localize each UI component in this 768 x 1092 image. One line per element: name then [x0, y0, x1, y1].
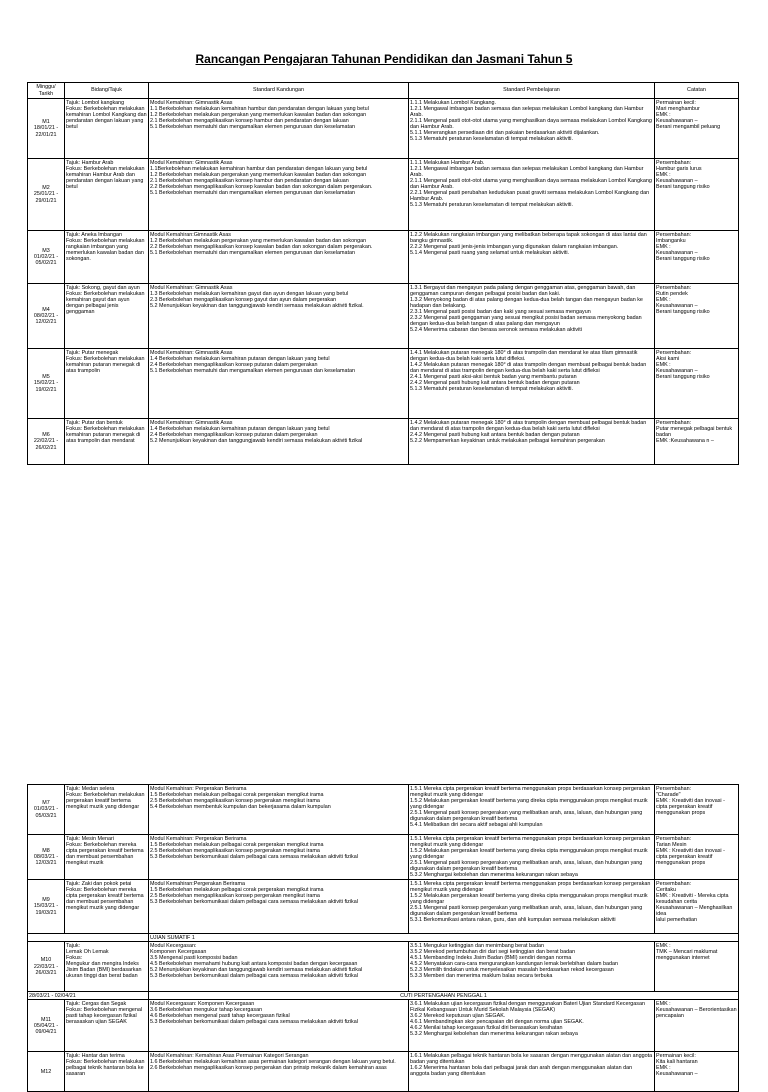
standard-kandungan-cell-line: 1.4 Berkebolehan melakukan kemahiran putaran dengan lakuan yang betul: [150, 425, 330, 432]
topic-cell-line: Fokus: Berkebolehan melakukan kemahiran putaran menegak di atas trampolin dan mendarat: [66, 425, 145, 444]
standard-kandungan-cell-line: 1.2 Berkebolehan melakukan pergerakan yang memerlukan kawalan badan dan sokongan: [150, 171, 367, 178]
week-cell-line: 12/03/21: [35, 860, 57, 867]
standard-kandungan-cell-line: 3.5 Mengenal pasti komposisi badan: [150, 954, 238, 961]
standard-kandungan-cell-line: 5.1 Berkebolehan mematuhi dan mengamalkan elemen pengurusan dan keselamatan: [150, 189, 355, 196]
standard-pembelajaran-cell-line: 5.4.1 Melibatkan diri secara aktif sebagai ahli kumpulan: [410, 822, 543, 829]
week-cell-line: 08/03/21 -: [33, 853, 59, 860]
standard-kandungan-cell-line: Modul Kemahiran: Gimnastik Asas: [150, 349, 233, 356]
topic-cell-line: Tajuk: Hambur Arab: [66, 159, 114, 166]
standard-pembelajaran-cell-line: 3.5.1 Mengukur ketinggian dan menimbang berat badan: [410, 942, 544, 949]
exam-label-empty: [28, 934, 149, 942]
standard-pembelajaran-cell-line: 2.2.1 Mengenal pasti perubahan kedudukan pusat graviti semasa melakukan Lombol Kangkang dan Hambur Arab.: [410, 189, 650, 203]
notes-cell-line: Ceritaku: [656, 886, 677, 893]
notes-cell: [655, 99, 739, 159]
standard-kandungan-cell: [149, 942, 409, 992]
notes-cell: [655, 1052, 739, 1092]
standard-kandungan-cell: [149, 159, 409, 231]
week-cell: [28, 349, 65, 419]
holiday-date: 28/03/21 - 02/04/21: [28, 992, 149, 1000]
topic-cell: [65, 231, 149, 284]
standard-pembelajaran-cell: [409, 349, 655, 419]
standard-kandungan-cell-line: 5.1 Berkebolehan mematuhi dan mengamalkan elemen pengurusan dan keselamatan: [150, 249, 355, 256]
week-cell-line: 05/03/21: [35, 812, 57, 819]
notes-cell-line: Putar menegak pelbagai bentuk badan: [656, 425, 733, 438]
notes-cell-line: Mari menghambur: [656, 105, 700, 112]
notes-cell-line: Hambur garis lurus: [656, 165, 702, 172]
topic-cell: [65, 785, 149, 835]
standard-kandungan-cell-line: 5.2 Menunjukkan keyakinan dan tanggungjawab kendiri semasa melakukan aktiviti fizikal: [150, 437, 363, 444]
standard-kandungan-cell-line: 3.6 Berkebolehan mengukur tahap kecergasan: [150, 1006, 263, 1013]
standard-kandungan-cell-line: Modul Kecergasan: Komponen Kecergasan: [150, 1000, 255, 1007]
topic-cell: [65, 349, 149, 419]
table-2-body: [28, 785, 739, 1092]
notes-cell-line: Persembahan:: [656, 231, 692, 238]
week-cell-line: 05/04/21 -: [33, 1022, 59, 1029]
topic-cell: [65, 942, 149, 992]
week-cell-line: M1: [42, 119, 50, 126]
topic-cell-line: Fokus: Berkebolehan mereka cipta pergerakan kreatif bertema dan membuat persembahan mengikut muzik yang didengar: [66, 886, 144, 911]
topic-cell-line: Fokus: Berkebolehan mereka cipta pergerakan kreatif bertema dan membuat persembahan mengikut muzik: [66, 841, 144, 866]
standard-kandungan-cell-line: 1.3 Berkebolehan melakukan kemahiran gayut dan ayun dengan lakuan yang betul: [150, 290, 349, 297]
page-title: Rancangan Pengajaran Tahunan Pendidikan dan Jasmani Tahun 5: [195, 52, 573, 66]
notes-cell-line: Keusahawanan –: [656, 367, 698, 374]
notes-cell-line: Persembahan:: [656, 785, 692, 792]
week-cell-line: 18/01/21 -: [33, 125, 59, 132]
standard-kandungan-cell-line: Modul Kemahiran: Gimnastik Asas: [150, 419, 233, 426]
notes-cell-line: Kita kali hantaran: [656, 1058, 698, 1065]
week-cell-line: 22/02/21 -: [33, 438, 59, 445]
notes-cell-line: EMK :: [656, 361, 671, 368]
standard-kandungan-cell-line: Modul Kemahiran: Gimnastik Asas: [150, 99, 233, 106]
notes-cell-line: EMK :: [656, 171, 671, 178]
rpt-table-part-2: [27, 784, 739, 1092]
header-notes: Catatan: [655, 83, 739, 99]
exam-label: UJIAN SUMATIF 1: [149, 934, 739, 942]
standard-kandungan-cell-line: Modul Kemahiran:Pergerakan Berirama: [150, 880, 245, 887]
standard-kandungan-cell: [149, 835, 409, 880]
standard-kandungan-cell: [149, 880, 409, 934]
standard-kandungan-cell-line: 2.2 Berkebolehan mengaplikasikan konsep kawalan badan dan sokongan dalam pergerakan.: [150, 183, 373, 190]
topic-cell: [65, 284, 149, 349]
notes-cell-line: Rutin pendek: [656, 290, 688, 297]
week-cell-line: M11: [40, 1016, 52, 1023]
topic-cell: [65, 880, 149, 934]
notes-cell: [655, 835, 739, 880]
standard-kandungan-cell-line: 2.5 Berkebolehan mengaplikasikan konsep pergerakan mengikut irama: [150, 892, 320, 899]
standard-pembelajaran-cell-line: 3.6.2 Merekod keputusan ujian SEGAK.: [410, 1012, 506, 1019]
week-cell-line: 01/02/21 -: [33, 253, 59, 260]
standard-pembelajaran-cell-line: 1.3.2 Menyokong badan di atas palang dengan kedua-dua belah tangan dan mengayun badan ke hadapan dan belakang.: [410, 296, 643, 309]
week-cell-line: M10: [40, 957, 52, 964]
standard-kandungan-cell-line: 1.5 Berkebolehan melakukan pelbagai corak pergerakan mengikut irama: [150, 886, 324, 893]
week-cell-line: 25/01/21 -: [33, 191, 59, 198]
standard-kandungan-cell: [149, 99, 409, 159]
topic-cell: [65, 159, 149, 231]
topic-cell-line: Tajuk: Mesin Menari: [66, 835, 114, 842]
week-cell-line: 15/02/21 -: [33, 380, 59, 387]
week-cell-line: M12: [40, 1068, 52, 1075]
topic-cell-line: Fokus: Berkebolehan melakukan pelbagai teknik hantaran bola ke sasaran: [66, 1058, 145, 1077]
topic-cell-line: Fokus: Berkebolehan melakukan kemahiran putaran menegak di atas trampolin: [66, 355, 145, 374]
notes-cell-line: Keusahawanan –: [656, 117, 698, 124]
standard-pembelajaran-cell-line: 5.3.2 Menghargai kebolehan dan menerima kekurangan rakan sebaya: [410, 1031, 578, 1038]
standard-pembelajaran-cell-line: 1.2.1 Mengawal imbangan badan semasa dan selepas melakukan Lombol kangkang dan Hambur Arab.: [410, 105, 644, 118]
header-topic: Bidang/Tajuk: [65, 83, 149, 99]
week-cell: [28, 159, 65, 231]
standard-kandungan-cell-line: 1.6 Berkebolehan melakukan kemahiran asas permainan kategori serangan dengan lakuan yang betul.: [150, 1058, 396, 1065]
week-cell: [28, 835, 65, 880]
week-cell: [28, 785, 65, 835]
standard-kandungan-cell-line: 5.2 Menunjukkan keyakinan dan tanggungjawab kendiri semasa melakukan aktiviti fizikal: [150, 966, 363, 973]
notes-cell-line: Permainan kecil:: [656, 99, 696, 106]
standard-kandungan-cell-line: 4.6 Berkebolehan mengenal pasti tahap kecergasan fizikal: [150, 1012, 290, 1019]
standard-pembelajaran-cell: [409, 419, 655, 465]
holiday-banner-row: [28, 992, 739, 1000]
table-row: [28, 942, 739, 992]
week-cell-line: 12/02/21: [35, 319, 57, 326]
standard-pembelajaran-cell-line: 5.1.3 Mematuhi peraturan keselamatan di tempat melakukan aktiviti.: [410, 386, 574, 393]
standard-pembelajaran-cell: [409, 1000, 655, 1052]
topic-cell-line: Tajuk: Hantar dan terima: [66, 1052, 125, 1059]
notes-cell-line: Keusahawanan –: [656, 249, 698, 256]
notes-cell-line: Berani tanggung risiko: [656, 255, 710, 262]
week-cell-line: M3: [42, 247, 50, 254]
notes-cell-line: Tarian Mesin: [656, 841, 687, 848]
notes-cell-line: Berani mengambil peluang: [656, 123, 721, 130]
notes-cell-line: Berani tanggung risiko: [656, 183, 710, 190]
standard-kandungan-cell-line: 1.2 Berkebolehan melakukan pergerakan yang memerlukan kawalan badan dan sokongan: [150, 111, 367, 118]
week-cell-line: 19/02/21: [35, 386, 57, 393]
week-cell: [28, 942, 65, 992]
notes-cell-line: lalui pemerhatian: [656, 917, 698, 924]
table-row: [28, 1000, 739, 1052]
standard-kandungan-cell-line: Modul Kemahiran: Kemahiran Asas Permainan Kategori Serangan: [150, 1052, 309, 1059]
standard-kandungan-cell-line: 2.5 Berkebolehan mengaplikasikan konsep pergerakan mengikut irama: [150, 847, 320, 854]
standard-pembelajaran-cell-line: 1.5.2 Melakukan pergerakan kreatif bertema yang direka cipta menggunakan props mengikut muzik yang didengar: [410, 847, 648, 860]
week-cell-line: 09/04/21: [35, 1028, 57, 1035]
standard-kandungan-cell-line: 2.4 Berkebolehan mengaplikasikan konsep putaran dalam pergerakan: [150, 431, 318, 438]
standard-kandungan-cell: [149, 419, 409, 465]
standard-kandungan-cell-line: 2.6 Berkebolehan mengaplikasikan konsep pergerakan dan prinsip mekanik dalam kemahiran asas: [150, 1064, 387, 1071]
notes-cell-line: Persembahan:: [656, 159, 692, 166]
standard-kandungan-cell-line: Modul Kemahiran: Gimnastik Asas: [150, 159, 233, 166]
table-row: [28, 419, 739, 465]
week-cell-line: M9: [42, 897, 50, 904]
standard-kandungan-cell-line: 5.3 Berkebolehan berkomunikasi dalam pelbagai cara semasa melakukan aktiviti fizikal: [150, 853, 358, 860]
standard-pembelajaran-cell-line: 2.2.2 Mengenal pasti jenis-jenis imbangan yang digunakan dalam rangkaian imbangan.: [410, 243, 619, 250]
notes-cell-line: Berani tanggung risiko: [656, 308, 710, 315]
notes-cell-line: Persembahan:: [656, 835, 692, 842]
standard-kandungan-cell-line: 2.2 Berkebolehan mengaplikasikan konsep kawalan badan dan sokongan dalam pergerakan.: [150, 243, 373, 250]
week-cell-line: M2: [42, 185, 50, 192]
notes-cell-line: EMK :: [656, 1064, 671, 1071]
standard-kandungan-cell-line: 1.5 Berkebolehan melakukan pelbagai corak pergerakan mengikut irama: [150, 791, 324, 798]
standard-pembelajaran-cell-line: 2.5.1 Mengenal pasti konsep pergerakan yang melibatkan arah, aras, laluan, dan hubungan yang digunakan dalam pergerakan kreatif bertema: [410, 859, 643, 872]
standard-pembelajaran-cell: [409, 880, 655, 934]
table-row: [28, 349, 739, 419]
topic-cell: [65, 99, 149, 159]
notes-cell: [655, 284, 739, 349]
standard-kandungan-cell: [149, 284, 409, 349]
standard-pembelajaran-cell-line: 2.4.1 Mengenal pasti aksi-aksi bentuk badan yang membantu putaran: [410, 373, 577, 380]
standard-kandungan-cell-line: Modul Kemahiran: Gimnastik Asas: [150, 284, 233, 291]
notes-cell-line: Aksi kami: [656, 355, 680, 362]
standard-kandungan-cell-line: 5.3 Berkebolehan berkomunikasi dalam pelbagai cara semasa melakukan aktiviti fizikal: [150, 1018, 358, 1025]
week-cell-line: M8: [42, 847, 50, 854]
topic-cell-line: Fokus: Berkebolehan melakukan kemahiran gayut dan ayun dengan pelbagai jenis genggaman: [66, 290, 145, 315]
standard-kandungan-cell-line: 2.4 Berkebolehan mengaplikasikan konsep putaran dalam pergerakan: [150, 361, 318, 368]
standard-pembelajaran-cell-line: 1.6.1 Melakukan pelbagai teknik hantaran bola ke sasaran dengan menggunakan alatan dan anggota badan yang ditentukan: [410, 1052, 653, 1065]
standard-pembelajaran-cell: [409, 835, 655, 880]
standard-pembelajaran-cell: [409, 284, 655, 349]
topic-cell-line: Fokus:: [66, 954, 83, 961]
notes-cell: [655, 349, 739, 419]
standard-kandungan-cell-line: 5.3 Berkebolehan berkomunikasi dalam pelbagai cara semasa melakukan aktiviti fizikal: [150, 973, 358, 980]
standard-kandungan-cell-line: Modul Kemahiran:Gimnastik Asas: [150, 231, 231, 238]
week-cell: [28, 880, 65, 934]
standard-kandungan-cell: [149, 349, 409, 419]
standard-pembelajaran-cell-line: 2.5.1 Mengenal pasti konsep pergerakan yang melibatkan arah, aras, laluan, dan hubungan yang digunakan dalam pergerakan kreatif bertema: [410, 904, 643, 917]
notes-cell-line: Berani tanggung risiko: [656, 373, 710, 380]
standard-pembelajaran-cell-line: 5.3.3 Memberi dan menerima maklum balas secara terbuka: [410, 973, 553, 980]
standard-pembelajaran-cell-line: 5.1.3 Mematuhi peraturan keselamatan di tempat melakukan aktiviti.: [410, 136, 574, 143]
week-cell-line: M6: [42, 432, 50, 439]
week-cell: [28, 284, 65, 349]
standard-pembelajaran-cell-line: 2.1.1 Mengenal pasti otot-otot utama yang menghasilkan daya semasa melakukan Lombol Kangkang dan Hambur Arab.: [410, 117, 652, 130]
standard-kandungan-cell-line: 4.5 Berkebolehan memahami hubung kait antara komposisi badan dengan kecergasan: [150, 960, 358, 967]
week-cell-line: M4: [42, 306, 50, 313]
notes-cell: [655, 942, 739, 992]
standard-pembelajaran-cell-line: 4.5.1 Membanding Indeks Jisim Badan (BMI) sendiri dengan norma: [410, 954, 572, 961]
topic-cell-line: Tajuk: Medan selera: [66, 785, 115, 792]
table-row: [28, 284, 739, 349]
topic-cell-line: Tajuk: Sokong, gayut dan ayun: [66, 284, 140, 291]
topic-cell-line: Fokus: Berkebolehan melakukan pergerakan kreatif bertema mengikut muzik yang didengar: [66, 791, 145, 810]
standard-pembelajaran-cell-line: 1.4.1 Melakukan putaran menegak 180° di atas trampolin dan mendarat ke atas tilam gimnastik dengan kedua-dua belah kaki serta lutut difleksi.: [410, 349, 638, 362]
exam-label-row: [28, 934, 739, 942]
standard-kandungan-cell: [149, 785, 409, 835]
week-cell-line: 15/03/21 -: [33, 903, 59, 910]
week-cell: [28, 231, 65, 284]
week-cell-line: M5: [42, 374, 50, 381]
notes-cell: [655, 880, 739, 934]
notes-cell: [655, 159, 739, 231]
header-week: Minggu/ Tarikh: [28, 83, 65, 99]
standard-kandungan-cell-line: 5.3 Berkebolehan berkomunikasi dalam pelbagai cara semasa melakukan aktiviti fizikal: [150, 898, 358, 905]
standard-kandungan-cell-line: 2.1 Berkebolehan mengaplikasikan konsep hambur dan pendaratan dengan lakuan: [150, 117, 349, 124]
table-1-body: [28, 99, 739, 465]
notes-cell: [655, 1000, 739, 1052]
topic-cell: [65, 835, 149, 880]
notes-cell-line: EMK : Kreativiti - Mereka cipta kesudahan cerita: [656, 892, 729, 905]
notes-cell-line: Keusahawanan –: [656, 177, 698, 184]
week-cell-line: 22/01/21: [35, 131, 57, 138]
notes-cell: [655, 419, 739, 465]
holiday-label: CUTI PERTENGAHAN PENGGAL 1: [149, 992, 739, 1000]
standard-kandungan-cell-line: Modul Kecergasan:: [150, 942, 197, 949]
table-row: [28, 835, 739, 880]
week-cell: [28, 1000, 65, 1052]
standard-pembelajaran-cell-line: 1.6.2 Menerima hantaran bola dari pelbagai jarak dan arah dengan menggunakan alatan dan anggota badan yang ditentukan: [410, 1064, 633, 1077]
standard-kandungan-cell-line: Komponen Kecergasan: [150, 948, 207, 955]
standard-pembelajaran-cell-line: 1.1.1 Melakukan Hambur Arab.: [410, 159, 485, 166]
standard-kandungan-cell-line: 5.4 Berkebolehan membentuk kumpulan dan bekerjasama dalam kumpulan: [150, 803, 331, 810]
standard-pembelajaran-cell-line: 1.5.2 Melakukan pergerakan kreatif bertema yang direka cipta menggunakan props mengikut muzik yang didengar: [410, 797, 648, 810]
topic-cell: [65, 419, 149, 465]
standard-pembelajaran-cell-line: 2.1.1 Mengenal pasti otot-otot utama yang menghasilkan daya semasa melakukan Lombol Kangkang dan Hambur Arab.: [410, 177, 652, 190]
standard-pembelajaran-cell-line: 1.5.1 Mereka cipta pergerakan kreatif bertema menggunakan props berdasarkan konsep pergerakan mengikut muzik yang didengar: [410, 785, 651, 798]
week-cell-line: M7: [42, 800, 50, 807]
topic-cell-line: Tajuk: Putar menegak: [66, 349, 119, 356]
table-row: [28, 1052, 739, 1092]
standard-pembelajaran-cell: [409, 942, 655, 992]
standard-pembelajaran-cell: [409, 785, 655, 835]
standard-pembelajaran-cell-line: 2.4.2 Mengenal pasti hubung kait antara bentuk badan dengan putaran: [410, 431, 580, 438]
table-row: [28, 159, 739, 231]
notes-cell-line: Keusahawanan –: [656, 302, 698, 309]
week-cell-line: 26/03/21: [35, 969, 57, 976]
standard-pembelajaran-cell-line: 1.5.1 Mereka cipta pergerakan kreatif bertema menggunakan props berdasarkan konsep pergerakan mengikut muzik yang didengar: [410, 835, 651, 848]
table-row: [28, 231, 739, 284]
standard-kandungan-cell-line: Modul Kemahiran: Pergerakan Berirama: [150, 785, 247, 792]
notes-cell-line: EMK :: [656, 296, 671, 303]
standard-pembelajaran-cell-line: 4.6.1 Membandingkan skor pencapaian diri dengan norma ujian SEGAK.: [410, 1018, 584, 1025]
notes-cell: [655, 231, 739, 284]
notes-cell-line: Persembahan:: [656, 349, 692, 356]
header-standard-kandungan: Standard Kandungan: [149, 83, 409, 99]
week-cell-line: 29/01/21: [35, 197, 57, 204]
topic-cell-line: Fokus: Berkebolehan melakukan kemahiran Lombol Kangkang dan pendaratan dengan lakuan yang betul: [66, 105, 147, 130]
standard-pembelajaran-cell-line: 1.3.1 Bergayut dan mengayun pada palang dengan genggaman atas, genggaman bawah, dan genggaman campuran dengan pelbagai posisi badan dan kaki.: [410, 284, 636, 297]
standard-pembelajaran-cell-line: 1.2.1 Mengawal imbangan badan semasa dan selepas melakukan Lombol kangkang dan Hambur Arab.: [410, 165, 644, 178]
standard-pembelajaran-cell-line: 1.4.2 Melakukan putaran menegak 180° di atas trampolin dengan membuat pelbagai bentuk badan dan mendarat di atas trampolin dengan kedua-dua belah kaki serta lutut difleksi: [410, 419, 647, 432]
week-cell: [28, 1052, 65, 1092]
standard-kandungan-cell-line: 5.1 Berkebolehan mematuhi dan mengamalkan elemen pengurusan dan keselamatan: [150, 123, 355, 130]
table-row: [28, 99, 739, 159]
standard-pembelajaran-cell-line: 5.3.2 Menghargai kebolehan dan menerima kekurangan rakan sebaya: [410, 872, 578, 879]
topic-cell-line: Tajuk: Cergas dan Segak: [66, 1000, 127, 1007]
topic-cell-line: Fokus: Berkebolehan mengenal pasti tahap kecergasan fizikal berasaskan ujian SEGAK: [66, 1006, 143, 1025]
topic-cell-line: Fokus: Berkebolehan melakukan rangkaian imbangan yang memerlukan kawalan badan dan sokongan.: [66, 237, 145, 262]
notes-cell-line: TMK – Mencari maklumat menggunakan internet: [656, 948, 718, 961]
standard-pembelajaran-cell-line: 3.5.2 Merekod pertumbuhan diri dari segi ketinggian dan berat badan: [410, 948, 576, 955]
standard-pembelajaran-cell-line: 5.1.4 Mengenal pasti ruang yang selamat untuk melakukan aktiviti.: [410, 249, 570, 256]
notes-cell-line: EMK :: [656, 942, 671, 949]
topic-cell-line: Tajuk: Lombol kangkang: [66, 99, 125, 106]
standard-pembelajaran-cell-line: 5.2.4 Menerima cabaran dan berasa seronok semasa melakukan aktiviti: [410, 327, 582, 334]
standard-pembelajaran-cell: [409, 1052, 655, 1092]
standard-kandungan-cell-line: 1.1 Berkebolehan melakukan kemahiran hambur dan pendaratan dengan lakuan yang betul: [150, 105, 369, 112]
notes-cell-line: Keusahawanan – Menghasilkan idea: [656, 904, 733, 917]
topic-cell-line: Tajuk:: [66, 942, 81, 949]
standard-pembelajaran-cell-line: 5.1.3 Mematuhi peraturan keselamatan di tempat melakukan aktiviti.: [410, 202, 574, 209]
standard-pembelajaran-cell-line: 1.5.2 Melakukan pergerakan kreatif bertema yang direka cipta menggunakan props mengikut muzik yang didengar: [410, 892, 648, 905]
topic-cell-line: Fokus: Berkebolehan melakukan kemahiran Hambur Arab dan pendaratan dengan lakuan yang betul: [66, 165, 145, 190]
header-standard-pembelajaran: Standard Pembelajaran: [409, 83, 655, 99]
standard-pembelajaran-cell-line: 5.2.3 Memilih tindakan untuk menyelesaikan masalah berdasarkan rekod kecergasan: [410, 966, 614, 973]
notes-cell-line: Persembahan:: [656, 880, 692, 887]
standard-kandungan-cell: [149, 1000, 409, 1052]
table-row: [28, 880, 739, 934]
standard-pembelajaran-cell: [409, 231, 655, 284]
notes-cell-line: EMK : Kreativiti dan inovasi - cipta pergerakan kreatif menggunakan props: [656, 847, 725, 866]
notes-cell-line: EMK :Keusahawana n –: [656, 437, 714, 444]
week-cell: [28, 99, 65, 159]
rpt-table-part-1: [27, 82, 739, 465]
topic-cell-line: Tajuk: Aneka Imbangan: [66, 231, 123, 238]
standard-kandungan-cell: [149, 1052, 409, 1092]
standard-kandungan-cell-line: Modul Kemahiran: Pergerakan Berirama: [150, 835, 247, 842]
standard-pembelajaran-cell: [409, 99, 655, 159]
standard-kandungan-cell-line: 1.5 Berkebolehan melakukan pelbagai corak pergerakan mengikut irama: [150, 841, 324, 848]
notes-cell-line: EMK :: [656, 243, 671, 250]
week-cell-line: 01/03/21 -: [33, 806, 59, 813]
week-cell: [28, 419, 65, 465]
topic-cell-line: Lemak Oh Lemak: [66, 948, 109, 955]
standard-pembelajaran-cell-line: 4.6.2 Menilai tahap kecergasan fizikal diri berasaskan kesihatan: [410, 1025, 563, 1032]
notes-cell: [655, 785, 739, 835]
standard-kandungan-cell-line: 1.4 Berkebolehan melakukan kemahiran putaran dengan lakuan yang betul: [150, 355, 330, 362]
standard-pembelajaran-cell-line: 1.2.2 Melakukan rangkaian imbangan yang melibatkan beberapa tapak sokongan di atas lantai dan bangku gimnastik.: [410, 231, 647, 244]
standard-kandungan-cell: [149, 231, 409, 284]
topic-cell: [65, 1052, 149, 1092]
standard-pembelajaran-cell: [409, 159, 655, 231]
standard-pembelajaran-cell-line: 2.5.1 Mengenal pasti konsep pergerakan yang melibatkan arah, aras, laluan, dan hubungan yang digunakan dalam pergerakan kreatif bertema: [410, 809, 643, 822]
week-cell-line: 19/03/21: [35, 909, 57, 916]
standard-pembelajaran-cell-line: 3.6.1 Melakukan ujian kecergasan fizikal dengan menggunakan Bateri Ujian Standard Kecergasan Fizikal Kebangsaan Untuk Murid Sekolah Malaysia (SEGAK): [410, 1000, 645, 1013]
standard-pembelajaran-cell-line: 4.5.2 Menyatakan cara-cara mengurangkan kandungan lemak berlebihan dalam badan: [410, 960, 618, 967]
standard-pembelajaran-cell-line: 1.5.1 Mereka cipta pergerakan kreatif bertema menggunakan props berdasarkan konsep pergerakan mengikut muzik yang didengar: [410, 880, 651, 893]
standard-pembelajaran-cell-line: 2.3.2 Mengenal pasti genggaman yang sesuai mengikut posisi badan semasa menyokong badan dengan kedua-dua belah tangan di atas palang dan mengayun: [410, 314, 642, 328]
notes-cell-line: EMK :: [656, 111, 671, 118]
notes-cell-line: Permainan kecil:: [656, 1052, 696, 1059]
week-cell-line: 22/03/21 -: [33, 963, 59, 970]
standard-pembelajaran-cell-line: 5.2.2 Mempamerkan keyakinan untuk melakukan pelbagai kemahiran pergerakan: [410, 437, 605, 444]
week-cell-line: 05/02/21: [35, 260, 57, 267]
notes-cell-line: Imbanganku: [656, 237, 686, 244]
standard-kandungan-cell-line: 2.5 Berkebolehan mengaplikasikan konsep pergerakan mengikut irama: [150, 797, 320, 804]
standard-kandungan-cell-line: 1.1Berkebolehan melakukan kemahiran hambur dan pendaratan dengan lakuan yang betul: [150, 165, 368, 172]
standard-kandungan-cell-line: 2.1 Berkebolehan mengaplikasikan konsep hambur dan pendaratan dengan lakuan: [150, 177, 349, 184]
week-cell-line: 26/02/21: [35, 444, 57, 451]
standard-pembelajaran-cell-line: 5.3.1 Berkomunikasi antara rakan, guru, dan ahli kumpulan semasa melakukan aktiviti: [410, 917, 616, 924]
week-cell-line: 08/02/21 -: [33, 312, 59, 319]
topic-cell-line: Tajuk: Zaki dan pokok petai: [66, 880, 132, 887]
notes-cell-line: Persembahan:: [656, 284, 692, 291]
standard-kandungan-cell-line: 2.3 Berkebolehan mengaplikasikan konsep gayut dan ayun dalam pergerakan: [150, 296, 337, 303]
notes-cell-line: Keusahawanan –: [656, 1070, 698, 1077]
standard-pembelajaran-cell-line: 2.4.2 Mengenal pasti hubung kait antara bentuk badan dengan putaran: [410, 379, 580, 386]
topic-cell-line: Tajuk: Putar dan bentuk: [66, 419, 123, 426]
notes-cell-line: "Charade": [656, 791, 681, 798]
standard-pembelajaran-cell-line: 2.3.1 Mengenal pasti posisi badan dan kaki yang sesuai semasa mengayun: [410, 308, 591, 315]
notes-cell-line: EMK :: [656, 1000, 671, 1007]
notes-cell-line: Keusahawanan – Berorientasikan pencapaian: [656, 1006, 737, 1019]
standard-kandungan-cell-line: 1.2 Berkebolehan melakukan pergerakan yang memerlukan kawalan badan dan sokongan: [150, 237, 367, 244]
topic-cell-line: Mengukur dan mengira Indeks Jisim Badan (BMI) berdasarkan ukuran tinggi dan berat badan: [66, 960, 142, 980]
topic-cell: [65, 1000, 149, 1052]
standard-pembelajaran-cell-line: 5.1.1 Menerangkan persediaan diri dan pakaian berdasarkan aktiviti dijalankan.: [410, 129, 600, 136]
standard-pembelajaran-cell-line: 1.1.1 Melakukan Lombol Kangkang.: [410, 99, 497, 106]
standard-pembelajaran-cell-line: 1.4.2 Melakukan putaran menegak 180° di atas trampolin dengan membuat pelbagai bentuk badan dan mendarat di atas trampolin dengan kedua-dua belah kaki serta lutut difleksi: [410, 361, 647, 374]
notes-cell-line: EMK : Kreativiti dan inovasi - cipta pergerakan kreatif menggunakan props: [656, 797, 725, 816]
notes-cell-line: Persembahan:: [656, 419, 692, 426]
standard-kandungan-cell-line: 5.1 Berkebolehan mematuhi dan mengamalkan elemen pengurusan dan keselamatan: [150, 367, 355, 374]
table-row: [28, 785, 739, 835]
standard-kandungan-cell-line: 5.2 Menunjukkan keyakinan dan tanggungjawab kendiri semasa melakukan aktiviti fizikal.: [150, 302, 364, 309]
